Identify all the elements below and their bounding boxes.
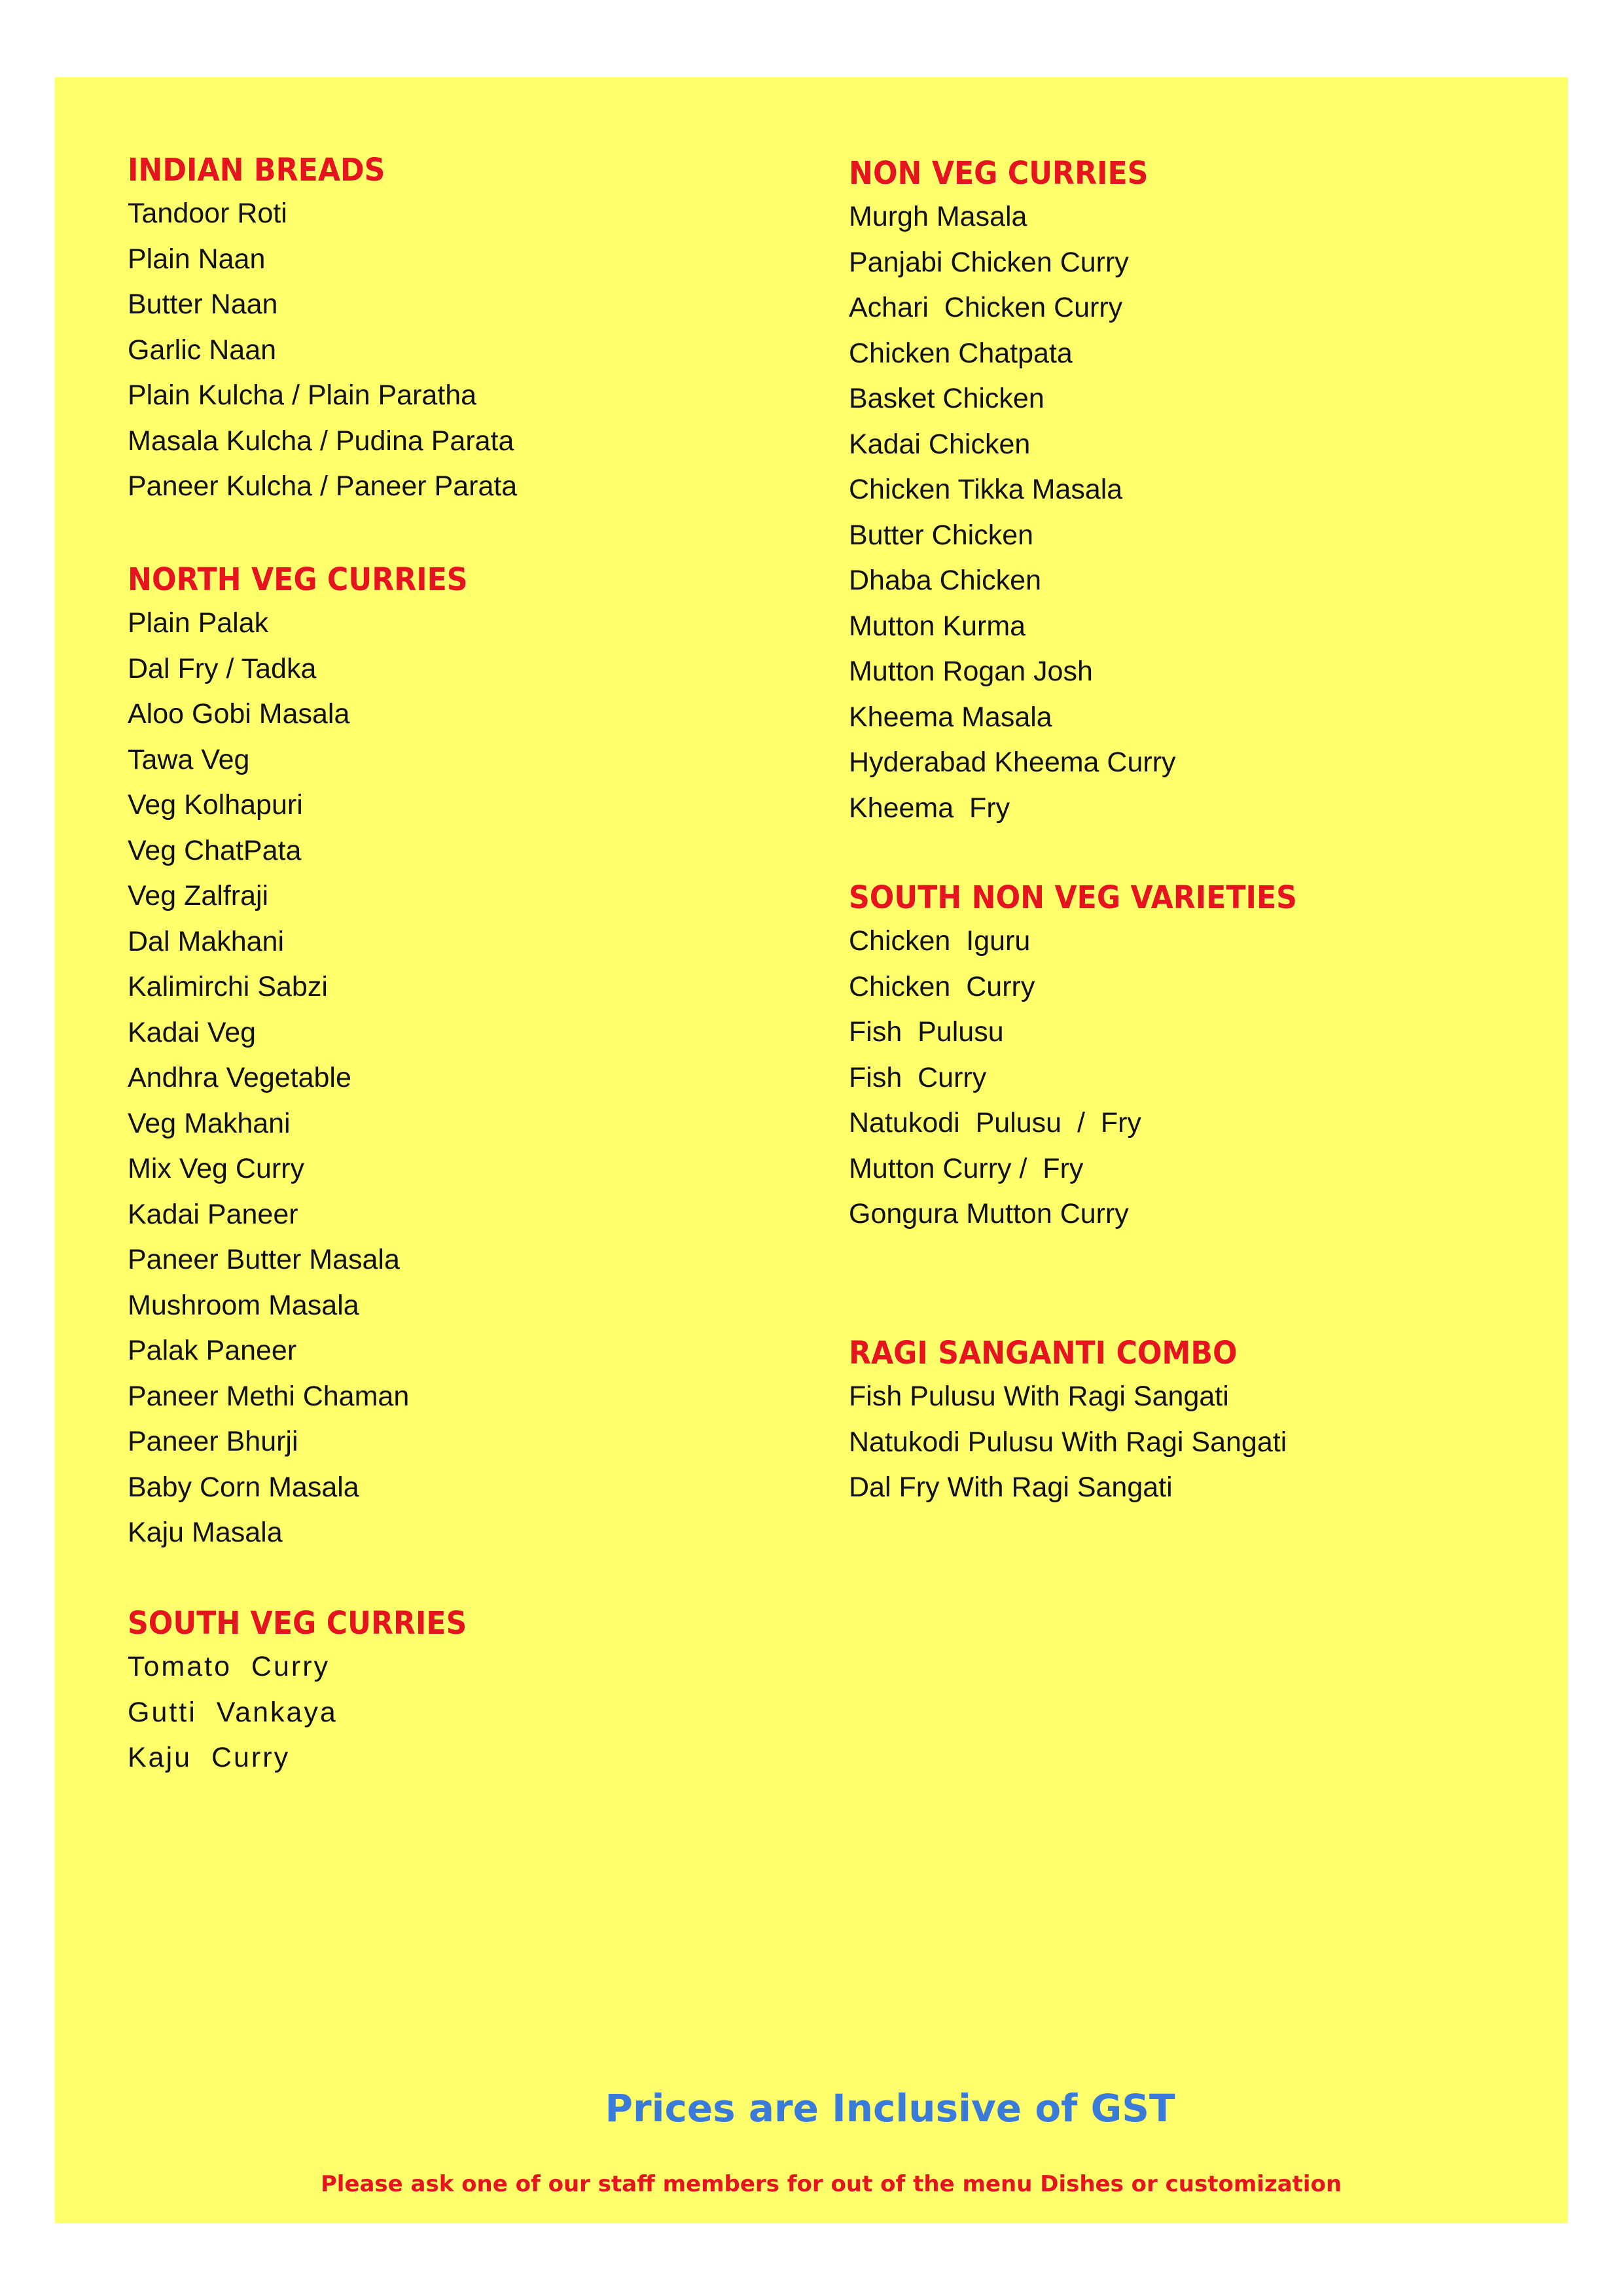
menu-item: Kadai Chicken (849, 428, 1031, 460)
menu-item: Chicken Chatpata (849, 337, 1073, 369)
menu-item: Paneer Kulcha / Paneer Parata (128, 470, 518, 502)
menu-item: Andhra Vegetable (128, 1062, 351, 1093)
menu-item: Fish Pulusu (849, 1016, 1004, 1048)
item-list (128, 1644, 496, 1781)
menu-item: Veg Zalfraji (128, 880, 269, 911)
menu-item: Chicken Tikka Masala (849, 474, 1123, 505)
menu-item: Chicken Iguru (849, 925, 1031, 957)
staff-note: Please ask one of our staff members for out of the menu Dishes or customization (320, 2171, 1342, 2197)
menu-item: Plain Naan (128, 243, 266, 275)
item-list (128, 601, 497, 1556)
menu-item: Dal Makhani (128, 925, 284, 957)
section-south-veg-curries (128, 1602, 496, 1781)
gst-note: Prices are Inclusive of GST (605, 2086, 1175, 2130)
menu-item: Kheema Fry (849, 792, 1010, 824)
section-title: NON VEG CURRIES (849, 155, 1149, 192)
menu-item: Mix Veg Curry (128, 1153, 305, 1184)
menu-item: Paneer Butter Masala (128, 1244, 400, 1275)
section-title: INDIAN BREADS (128, 152, 385, 188)
menu-item: Palak Paneer (128, 1335, 297, 1366)
menu-item: Panjabi Chicken Curry (849, 246, 1129, 278)
section-indian-breads (128, 149, 517, 510)
menu-item: Plain Palak (128, 607, 269, 639)
menu-item: Veg Makhani (128, 1107, 291, 1139)
item-list (849, 1374, 1287, 1511)
menu-panel (55, 77, 1568, 2223)
menu-item: Natukodi Pulusu / Fry (849, 1107, 1141, 1139)
menu-item: Kadai Paneer (128, 1198, 298, 1230)
menu-item: Mutton Rogan Josh (849, 656, 1093, 687)
menu-item: Fish Pulusu With Ragi Sangati (849, 1381, 1229, 1412)
menu-item: Mutton Curry / Fry (849, 1152, 1084, 1184)
menu-item: Butter Naan (128, 289, 278, 320)
section-non-veg-curries (849, 152, 1176, 831)
menu-item: Dal Fry With Ragi Sangati (849, 1472, 1173, 1503)
menu-item: Butter Chicken (849, 519, 1034, 551)
menu-item: Natukodi Pulusu With Ragi Sangati (849, 1426, 1287, 1458)
menu-item: Kaju Masala (128, 1517, 283, 1548)
item-list (849, 194, 1176, 831)
section-title: SOUTH VEG CURRIES (128, 1605, 467, 1642)
menu-item: Kheema Masala (849, 701, 1052, 733)
section-ragi-sanganti-combo (849, 1332, 1287, 1511)
menu-item: Basket Chicken (849, 383, 1044, 414)
menu-item: Kalimirchi Sabzi (128, 971, 328, 1002)
menu-item: Kaju Curry (128, 1742, 291, 1773)
menu-item: Mushroom Masala (128, 1289, 359, 1321)
menu-item: Fish Curry (849, 1061, 987, 1093)
section-north-veg-curries (128, 559, 497, 1556)
item-list (849, 919, 1336, 1237)
menu-item: Achari Chicken Curry (849, 292, 1123, 323)
menu-item: Plain Kulcha / Plain Paratha (128, 380, 477, 411)
menu-item: Baby Corn Masala (128, 1471, 359, 1503)
section-south-non-veg-varieties (849, 877, 1336, 1237)
menu-item: Dhaba Chicken (849, 565, 1042, 596)
menu-item: Kadai Veg (128, 1016, 257, 1048)
menu-item: Tomato Curry (128, 1651, 330, 1682)
section-title: RAGI SANGANTI COMBO (849, 1335, 1238, 1371)
menu-item: Aloo Gobi Masala (128, 698, 350, 730)
item-list (128, 191, 517, 510)
menu-item: Veg ChatPata (128, 834, 302, 866)
menu-item: Chicken Curry (849, 970, 1035, 1002)
menu-item: Gongura Mutton Curry (849, 1198, 1129, 1229)
menu-item: Paneer Bhurji (128, 1426, 298, 1457)
menu-item: Veg Kolhapuri (128, 789, 303, 821)
menu-item: Tandoor Roti (128, 198, 287, 229)
section-title: SOUTH NON VEG VARIETIES (849, 879, 1297, 916)
menu-item: Masala Kulcha / Pudina Parata (128, 425, 514, 457)
menu-item: Paneer Methi Chaman (128, 1380, 410, 1412)
menu-item: Garlic Naan (128, 334, 277, 366)
menu-item: Gutti Vankaya (128, 1696, 338, 1728)
menu-item: Tawa Veg (128, 743, 250, 775)
section-title: NORTH VEG CURRIES (128, 561, 468, 598)
menu-item: Mutton Kurma (849, 610, 1026, 642)
menu-item: Dal Fry / Tadka (128, 652, 317, 684)
menu-item: Murgh Masala (849, 201, 1027, 232)
menu-item: Hyderabad Kheema Curry (849, 747, 1176, 778)
